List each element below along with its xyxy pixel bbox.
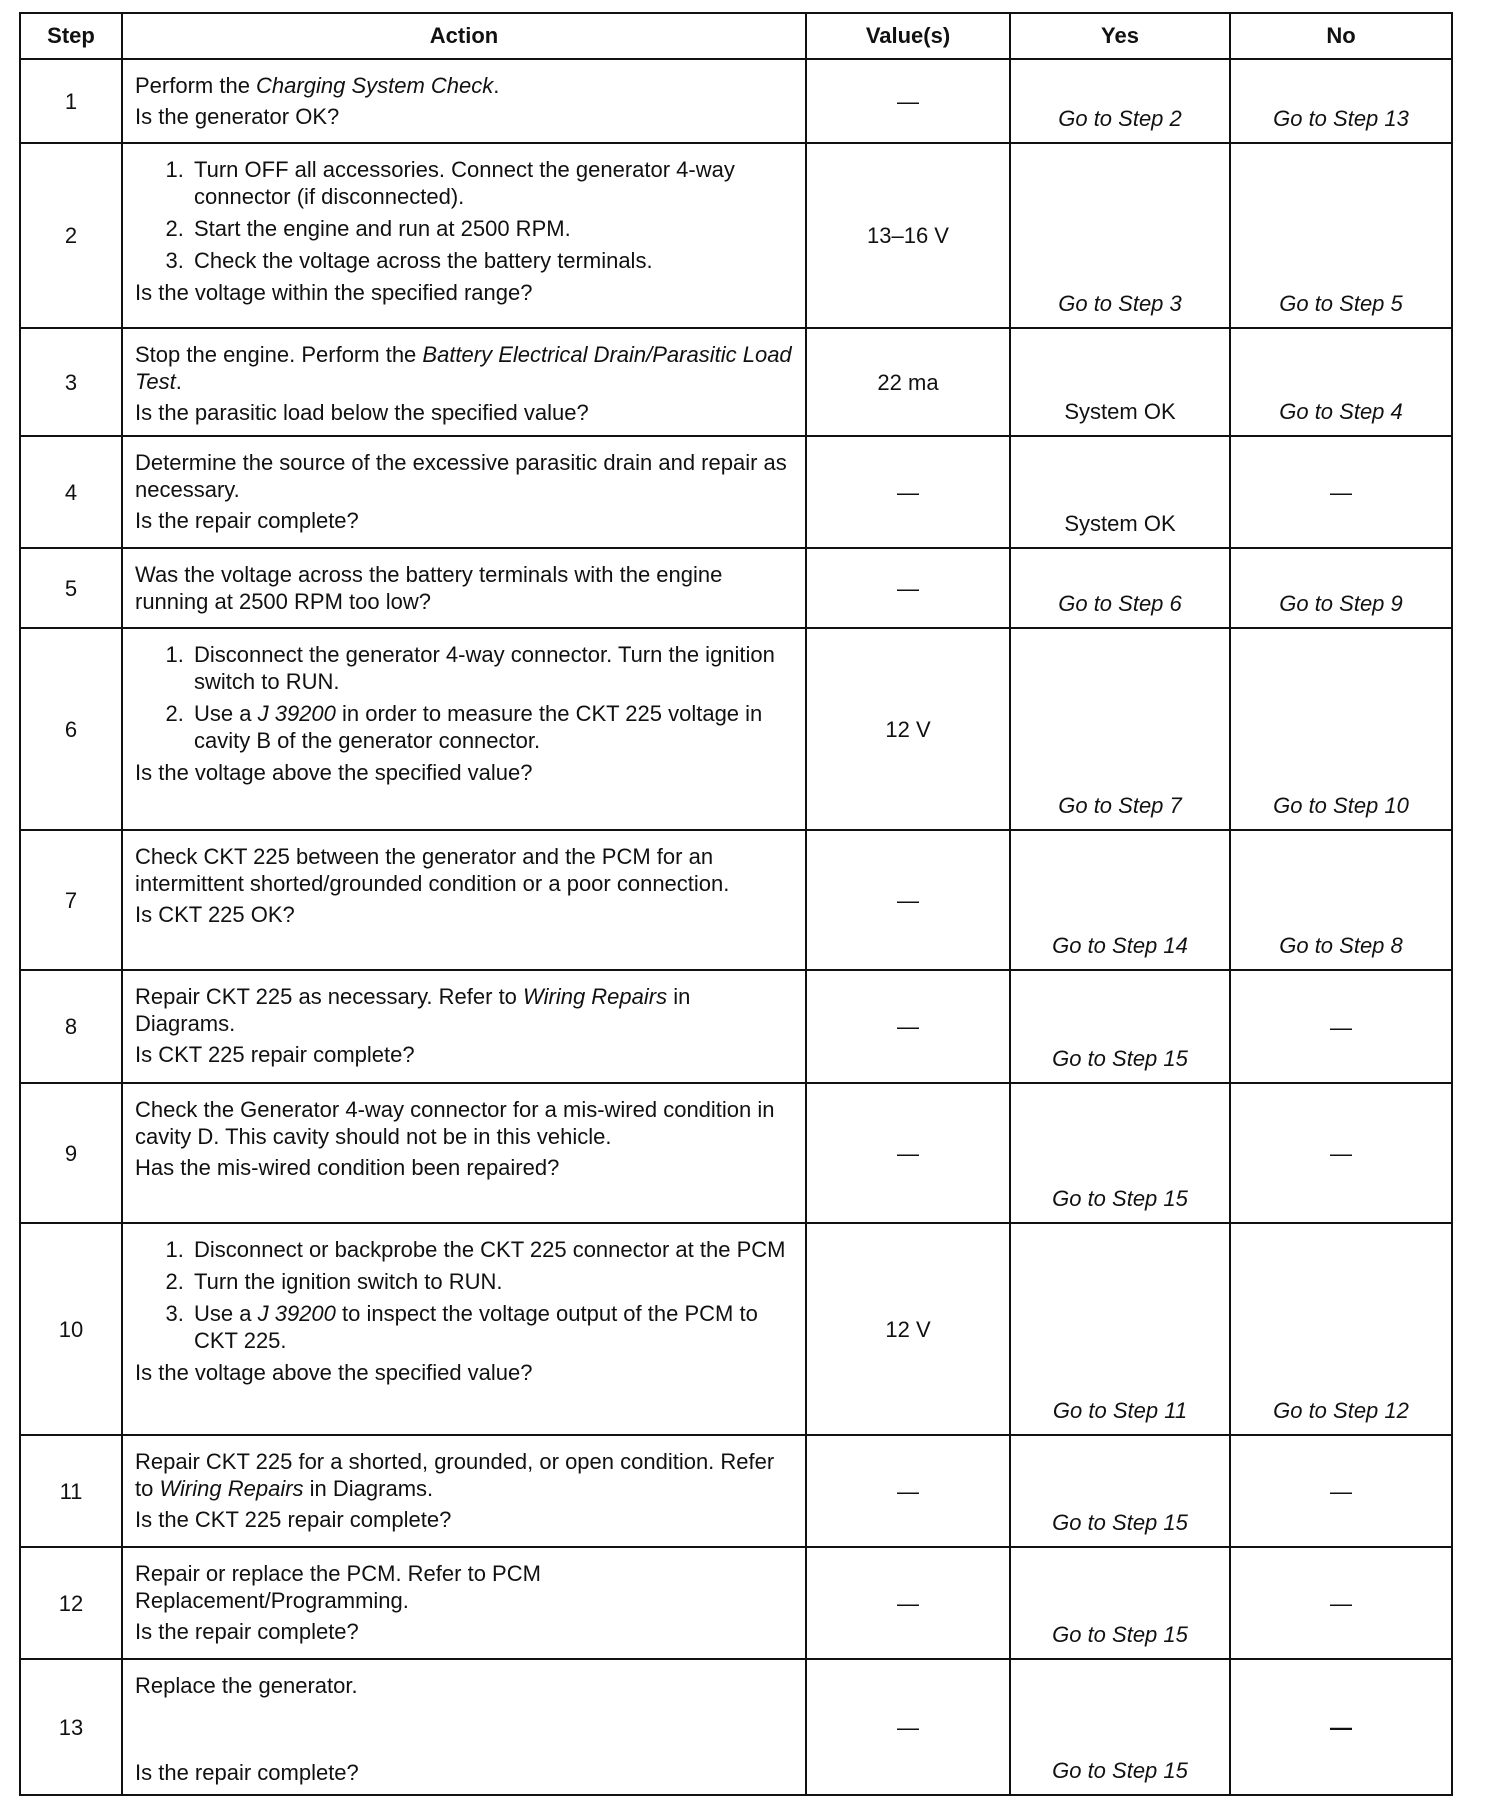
- table-row: [20, 59, 1452, 143]
- no-cell: —: [1230, 970, 1452, 1083]
- yes-cell: Go to Step 7: [1010, 628, 1230, 830]
- action-cell: [122, 628, 806, 830]
- action-question: Is CKT 225 repair complete?: [135, 1042, 415, 1067]
- action-text: Replace the generator.: [135, 1673, 358, 1698]
- action-list-item: 2. Start the engine and run at 2500 RPM.: [190, 215, 793, 242]
- table-row: [20, 436, 1452, 548]
- step-number: 6: [20, 628, 122, 830]
- yes-cell: Go to Step 3: [1010, 143, 1230, 328]
- value-cell: 12 V: [806, 1223, 1010, 1435]
- no-cell: Go to Step 5: [1230, 143, 1452, 328]
- action-text: Was the voltage across the battery terminals with the engine running at 2500 RPM too low?: [135, 562, 723, 614]
- action-cell: [122, 1659, 806, 1795]
- table-row: [20, 1083, 1452, 1223]
- action-cell: [122, 59, 806, 143]
- action-cell: [122, 1223, 806, 1435]
- no-cell: Go to Step 4: [1230, 328, 1452, 436]
- value-cell: —: [806, 548, 1010, 628]
- yes-cell: Go to Step 2: [1010, 59, 1230, 143]
- action-list: [135, 156, 793, 274]
- header-step: Step: [20, 13, 122, 59]
- action-cell: [122, 1547, 806, 1659]
- action-cell: [122, 328, 806, 436]
- yes-cell: Go to Step 15: [1010, 1659, 1230, 1795]
- value-cell: —: [806, 970, 1010, 1083]
- table-row: [20, 1435, 1452, 1547]
- action-question: Has the mis-wired condition been repaired?: [135, 1155, 560, 1180]
- action-text: Check CKT 225 between the generator and the PCM for an intermittent shorted/grounded condition or a poor connection.: [135, 844, 730, 896]
- no-cell: Go to Step 13: [1230, 59, 1452, 143]
- step-number: 9: [20, 1083, 122, 1223]
- table-row: [20, 548, 1452, 628]
- value-cell: —: [806, 1547, 1010, 1659]
- no-cell: —: [1230, 1083, 1452, 1223]
- yes-cell: Go to Step 15: [1010, 1435, 1230, 1547]
- action-text: Repair CKT 225 for a shorted, grounded, or open condition. Refer to Wiring Repairs in Diagrams.: [135, 1449, 775, 1501]
- value-cell: —: [806, 1659, 1010, 1795]
- value-cell: —: [806, 59, 1010, 143]
- action-list-item: 1. Disconnect or backprobe the CKT 225 connector at the PCM: [190, 1236, 793, 1263]
- yes-cell: Go to Step 15: [1010, 1083, 1230, 1223]
- no-cell: Go to Step 8: [1230, 830, 1452, 970]
- value-cell: —: [806, 1435, 1010, 1547]
- no-cell: Go to Step 12: [1230, 1223, 1452, 1435]
- table-row: [20, 830, 1452, 970]
- no-cell: Go to Step 10: [1230, 628, 1452, 830]
- diagnostic-table-page: [19, 12, 1451, 1794]
- action-cell: [122, 143, 806, 328]
- no-cell: —: [1230, 436, 1452, 548]
- value-cell: 13–16 V: [806, 143, 1010, 328]
- step-number: 7: [20, 830, 122, 970]
- step-number: 12: [20, 1547, 122, 1659]
- action-cell: [122, 1435, 806, 1547]
- diagnostic-table: [19, 12, 1453, 1796]
- table-row: [20, 628, 1452, 830]
- action-question: Is the voltage within the specified range?: [135, 280, 533, 305]
- yes-cell: Go to Step 11: [1010, 1223, 1230, 1435]
- step-number: 4: [20, 436, 122, 548]
- action-list: [135, 1236, 793, 1354]
- value-cell: 22 ma: [806, 328, 1010, 436]
- value-cell: —: [806, 436, 1010, 548]
- action-cell: [122, 1083, 806, 1223]
- action-list: [135, 641, 793, 754]
- step-number: 10: [20, 1223, 122, 1435]
- step-number: 11: [20, 1435, 122, 1547]
- action-question: Is the voltage above the specified value?: [135, 1360, 533, 1385]
- header-yes: Yes: [1010, 13, 1230, 59]
- table-row: [20, 1659, 1452, 1795]
- table-row: [20, 1223, 1452, 1435]
- table-row: [20, 1547, 1452, 1659]
- step-number: 1: [20, 59, 122, 143]
- action-question: Is the CKT 225 repair complete?: [135, 1507, 452, 1532]
- header-values: Value(s): [806, 13, 1010, 59]
- no-cell: —: [1230, 1547, 1452, 1659]
- action-text: Perform the Charging System Check.: [135, 73, 500, 98]
- action-text: Repair or replace the PCM. Refer to PCM Replacement/Programming.: [135, 1561, 541, 1613]
- yes-cell: Go to Step 15: [1010, 970, 1230, 1083]
- header-action: Action: [122, 13, 806, 59]
- yes-cell: Go to Step 15: [1010, 1547, 1230, 1659]
- action-list-item: 2. Use a J 39200 in order to measure the CKT 225 voltage in cavity B of the generator connector.: [190, 700, 793, 754]
- value-cell: 12 V: [806, 628, 1010, 830]
- action-text: Determine the source of the excessive parasitic drain and repair as necessary.: [135, 450, 787, 502]
- action-list-item: 2. Turn the ignition switch to RUN.: [190, 1268, 793, 1295]
- header-no: No: [1230, 13, 1452, 59]
- yes-cell: System OK: [1010, 436, 1230, 548]
- action-question: Is the repair complete?: [135, 1619, 359, 1644]
- action-list-item: 1. Disconnect the generator 4-way connector. Turn the ignition switch to RUN.: [190, 641, 793, 695]
- no-cell: —: [1230, 1659, 1452, 1795]
- action-text: Stop the engine. Perform the Battery Electrical Drain/Parasitic Load Test.: [135, 342, 792, 394]
- action-text: Check the Generator 4-way connector for a mis-wired condition in cavity D. This cavity should not be in this vehicle.: [135, 1097, 775, 1149]
- value-cell: —: [806, 830, 1010, 970]
- action-cell: [122, 970, 806, 1083]
- yes-cell: Go to Step 14: [1010, 830, 1230, 970]
- action-list-item: 1. Turn OFF all accessories. Connect the generator 4-way connector (if disconnected).: [190, 156, 793, 210]
- step-number: 5: [20, 548, 122, 628]
- action-question: Is the parasitic load below the specified value?: [135, 400, 589, 425]
- step-number: 2: [20, 143, 122, 328]
- action-cell: [122, 830, 806, 970]
- table-row: [20, 970, 1452, 1083]
- action-cell: [122, 548, 806, 628]
- header-row: [20, 13, 1452, 59]
- no-cell: —: [1230, 1435, 1452, 1547]
- action-question: Is the repair complete?: [135, 508, 359, 533]
- yes-cell: Go to Step 6: [1010, 548, 1230, 628]
- action-question: Is the repair complete?: [135, 1760, 359, 1785]
- action-question: Is the generator OK?: [135, 104, 340, 129]
- table-row: [20, 328, 1452, 436]
- value-cell: —: [806, 1083, 1010, 1223]
- yes-cell: System OK: [1010, 328, 1230, 436]
- step-number: 13: [20, 1659, 122, 1795]
- action-question: Is CKT 225 OK?: [135, 902, 295, 927]
- action-question: Is the voltage above the specified value?: [135, 760, 533, 785]
- action-text: Repair CKT 225 as necessary. Refer to Wiring Repairs in Diagrams.: [135, 984, 691, 1036]
- action-list-item: 3. Use a J 39200 to inspect the voltage output of the PCM to CKT 225.: [190, 1300, 793, 1354]
- step-number: 8: [20, 970, 122, 1083]
- no-cell: Go to Step 9: [1230, 548, 1452, 628]
- step-number: 3: [20, 328, 122, 436]
- action-cell: [122, 436, 806, 548]
- action-list-item: 3. Check the voltage across the battery terminals.: [190, 247, 793, 274]
- table-row: [20, 143, 1452, 328]
